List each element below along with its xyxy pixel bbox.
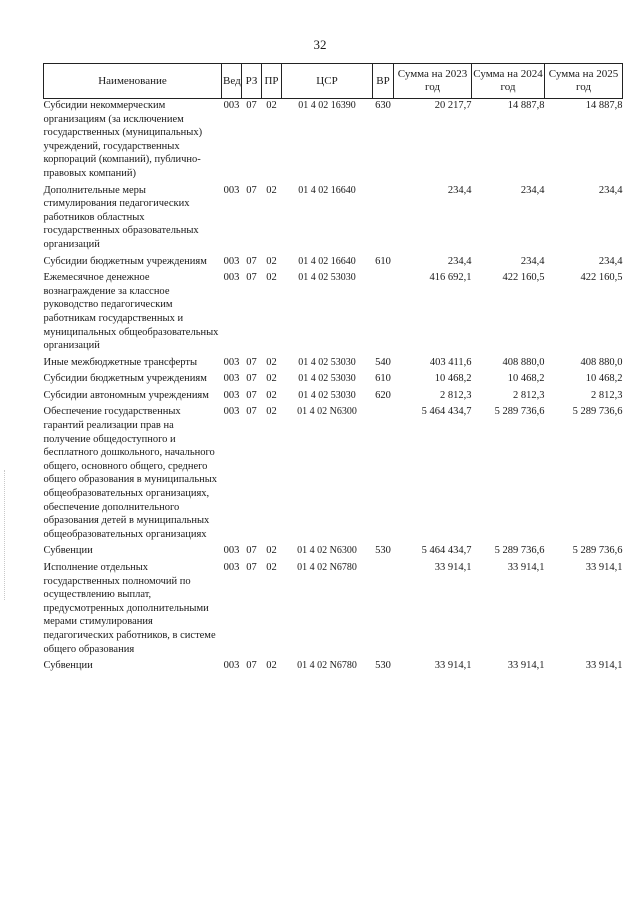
cell-vr: 610 <box>375 255 391 267</box>
cell-sum-2025: 234,4 <box>598 184 623 196</box>
cell-vr <box>373 271 394 356</box>
cell-rz: 07 <box>246 255 257 267</box>
cell-ved: 003 <box>223 373 240 385</box>
table-row <box>44 659 623 676</box>
cell-name: Субсидии некоммерческим организациям (за исключением государственных (муниципальных) учреждений, государственных корпораций (компаний), публично-правовых компаний) <box>43 100 203 179</box>
cell-pr: 02 <box>266 356 277 368</box>
table-row <box>44 356 623 373</box>
cell-vr <box>373 184 394 255</box>
table-body <box>44 99 623 676</box>
cell-sum-2025: 5 289 736,6 <box>572 406 623 418</box>
cell-sum-2024: 422 160,5 <box>502 272 545 284</box>
cell-vr <box>373 405 394 544</box>
cell-rz: 07 <box>246 184 257 196</box>
cell-rz: 07 <box>246 660 257 672</box>
cell-name: Исполнение отдельных государственных полномочий по осуществлению выплат, предусмотренных дополнительными мерами стимулирования педагогических работников, в системе общего образования <box>43 562 216 655</box>
cell-csr: 01 4 02 N6780 <box>297 562 357 573</box>
cell-pr: 02 <box>266 255 277 267</box>
table-header-row <box>44 64 623 99</box>
budget-table <box>43 63 623 676</box>
cell-sum-2025: 10 468,2 <box>585 373 623 385</box>
cell-rz: 07 <box>246 373 257 385</box>
cell-pr: 02 <box>266 272 277 284</box>
cell-sum-2023: 2 812,3 <box>440 389 472 401</box>
cell-pr: 02 <box>266 406 277 418</box>
cell-ved: 003 <box>223 100 240 111</box>
cell-sum-2025: 14 887,8 <box>585 100 623 111</box>
cell-csr: 01 4 02 53030 <box>298 272 356 284</box>
cell-sum-2023: 10 468,2 <box>434 373 472 385</box>
cell-name: Субвенции <box>43 660 93 672</box>
cell-csr: 01 4 02 N6780 <box>297 660 357 672</box>
cell-ved: 003 <box>223 272 240 284</box>
margin-scan-mark <box>4 470 7 600</box>
cell-name: Дополнительные меры стимулирования педагогических работников областных государственных образовательных организаций <box>43 184 199 250</box>
cell-ved: 003 <box>223 255 240 267</box>
cell-name: Субвенции <box>43 545 93 557</box>
cell-vr: 630 <box>375 100 391 111</box>
header-sum-2024: Сумма на 2024 год <box>472 64 545 99</box>
header-rz: РЗ <box>242 64 262 99</box>
cell-sum-2023: 5 464 434,7 <box>421 545 472 557</box>
cell-rz: 07 <box>246 356 257 368</box>
cell-pr: 02 <box>266 545 277 557</box>
table-row <box>44 561 623 659</box>
cell-sum-2024: 33 914,1 <box>507 562 545 573</box>
cell-pr: 02 <box>266 373 277 385</box>
cell-sum-2024: 5 289 736,6 <box>494 406 545 418</box>
cell-name: Ежемесячное денежное вознаграждение за классное руководство педагогическим работникам государственных и муниципальных общеобразовательных организаций <box>43 272 219 352</box>
cell-sum-2023: 403 411,6 <box>429 356 472 368</box>
cell-sum-2025: 408 880,0 <box>580 356 623 368</box>
cell-sum-2025: 5 289 736,6 <box>572 545 623 557</box>
cell-rz: 07 <box>246 272 257 284</box>
table-row <box>44 372 623 389</box>
cell-vr: 530 <box>375 545 391 557</box>
table-row <box>44 99 623 184</box>
cell-pr: 02 <box>266 184 277 196</box>
cell-csr: 01 4 02 53030 <box>298 389 356 401</box>
header-pr: ПР <box>262 64 282 99</box>
cell-sum-2025: 234,4 <box>598 255 623 267</box>
cell-sum-2024: 10 468,2 <box>507 373 545 385</box>
cell-ved: 003 <box>223 406 240 418</box>
cell-sum-2024: 5 289 736,6 <box>494 545 545 557</box>
page-number: 32 <box>313 37 327 52</box>
table-row <box>44 544 623 561</box>
cell-sum-2025: 422 160,5 <box>580 272 623 284</box>
cell-vr: 610 <box>375 373 391 385</box>
table-row <box>44 184 623 255</box>
cell-pr: 02 <box>266 660 277 672</box>
cell-csr: 01 4 02 53030 <box>298 373 356 385</box>
cell-name: Субсидии бюджетным учреждениям <box>43 255 207 267</box>
cell-vr: 530 <box>375 660 391 672</box>
cell-sum-2024: 2 812,3 <box>513 389 545 401</box>
cell-ved: 003 <box>223 562 240 573</box>
cell-ved: 003 <box>223 184 240 196</box>
cell-csr: 01 4 02 16640 <box>298 184 356 196</box>
cell-sum-2025: 2 812,3 <box>591 389 623 401</box>
cell-name: Обеспечение государственных гарантий реализации прав на получение общедоступного и бесплатного дошкольного, начального общего, основного общего, среднего общего образования в муниципальных общеобразовательных организациях, обеспечение дополнительного образования детей в муниципальных общеобразовательных организациях <box>43 406 218 540</box>
header-sum-2023: Сумма на 2023 год <box>394 64 472 99</box>
cell-sum-2025: 33 914,1 <box>585 562 623 573</box>
header-csr: ЦСР <box>282 64 373 99</box>
cell-sum-2024: 408 880,0 <box>502 356 545 368</box>
cell-name: Субсидии автономным учреждениям <box>43 389 209 401</box>
cell-sum-2023: 416 692,1 <box>429 272 472 284</box>
table-row <box>44 389 623 406</box>
cell-csr: 01 4 02 53030 <box>298 356 356 368</box>
header-ved: Вед <box>222 64 242 99</box>
cell-csr: 01 4 02 16640 <box>298 255 356 267</box>
cell-rz: 07 <box>246 562 257 573</box>
cell-sum-2023: 234,4 <box>447 255 472 267</box>
cell-sum-2024: 234,4 <box>520 255 545 267</box>
cell-sum-2023: 20 217,7 <box>434 100 472 111</box>
cell-ved: 003 <box>223 660 240 672</box>
cell-sum-2024: 14 887,8 <box>507 100 545 111</box>
cell-name: Иные межбюджетные трансферты <box>43 356 198 368</box>
cell-csr: 01 4 02 16390 <box>298 100 356 111</box>
cell-sum-2023: 33 914,1 <box>434 660 472 672</box>
cell-rz: 07 <box>246 545 257 557</box>
header-sum-2025: Сумма на 2025 год <box>545 64 623 99</box>
cell-sum-2025: 33 914,1 <box>585 660 623 672</box>
cell-pr: 02 <box>266 389 277 401</box>
cell-rz: 07 <box>246 100 257 111</box>
header-name: Наименование <box>44 64 222 99</box>
cell-vr: 620 <box>375 389 391 401</box>
cell-ved: 003 <box>223 389 240 401</box>
cell-rz: 07 <box>246 389 257 401</box>
cell-vr <box>373 561 394 659</box>
table-row <box>44 405 623 544</box>
cell-pr: 02 <box>266 562 277 573</box>
cell-sum-2024: 234,4 <box>520 184 545 196</box>
cell-name: Субсидии бюджетным учреждениям <box>43 373 207 385</box>
cell-sum-2024: 33 914,1 <box>507 660 545 672</box>
cell-pr: 02 <box>266 100 277 111</box>
cell-sum-2023: 5 464 434,7 <box>421 406 472 418</box>
cell-sum-2023: 33 914,1 <box>434 562 472 573</box>
table-row <box>44 255 623 272</box>
cell-rz: 07 <box>246 406 257 418</box>
cell-vr: 540 <box>375 356 391 368</box>
cell-csr: 01 4 02 N6300 <box>297 545 357 557</box>
cell-sum-2023: 234,4 <box>447 184 472 196</box>
table-row <box>44 271 623 356</box>
cell-ved: 003 <box>223 356 240 368</box>
cell-csr: 01 4 02 N6300 <box>297 406 357 418</box>
cell-ved: 003 <box>223 545 240 557</box>
header-vr: ВР <box>373 64 394 99</box>
